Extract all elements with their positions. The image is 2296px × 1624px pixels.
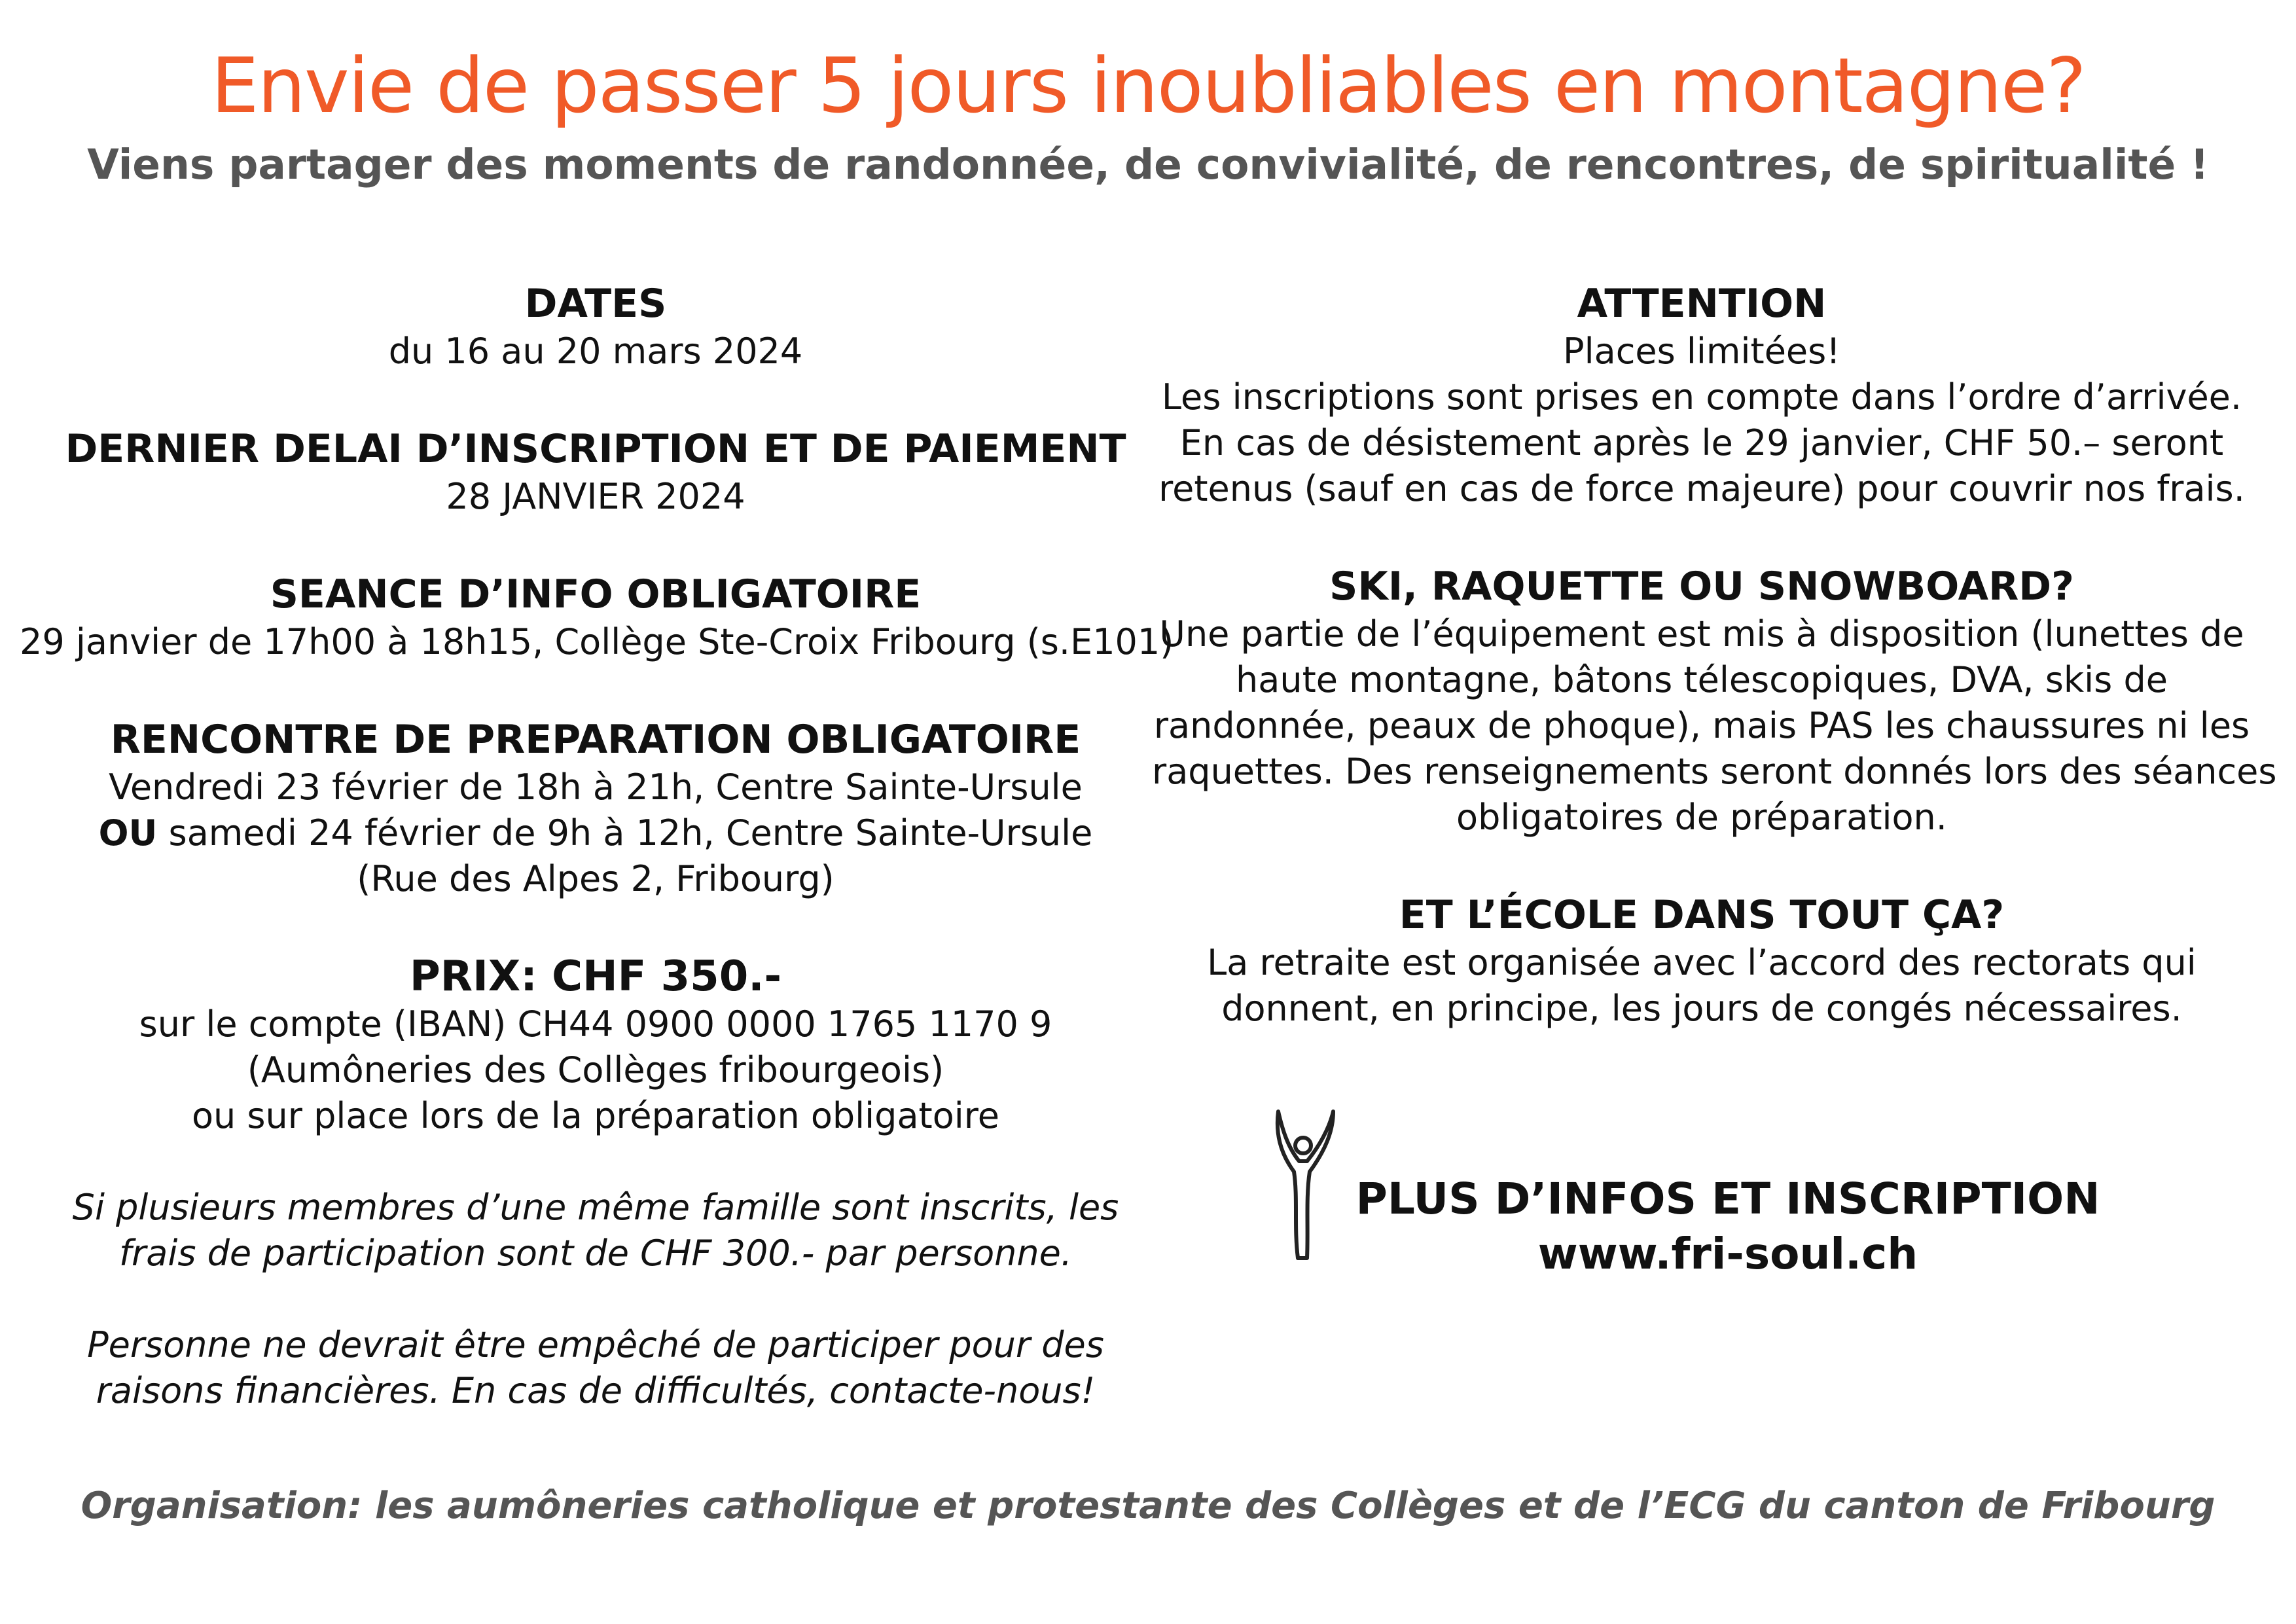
preparation-line-2: [20, 810, 1172, 856]
attention-line-2: Les inscriptions sont prises en compte dans l’ordre d’arrivée.: [1161, 376, 2242, 418]
dates-section: [20, 279, 1172, 374]
family-note-line-2: frais de participation sont de CHF 300.- par personne.: [119, 1233, 1072, 1274]
info-session-heading: SEANCE D’INFO OBLIGATOIRE: [270, 571, 922, 617]
price-line-3: ou sur place lors de la préparation obligatoire: [192, 1095, 999, 1136]
deadline-text: 28 JANVIER 2024: [446, 476, 745, 517]
financial-note-line-1: Personne ne devrait être empêché de participer pour des: [87, 1324, 1104, 1365]
page-title: Envie de passer 5 jours inoubliables en montagne?: [211, 42, 2085, 130]
price-section: [20, 952, 1172, 1139]
preparation-heading: RENCONTRE DE PREPARATION OBLIGATOIRE: [110, 717, 1081, 763]
attention-section: [1152, 279, 2251, 512]
equipment-line-5: obligatoires de préparation.: [1456, 797, 1947, 838]
attention-line-3: En cas de désistement après le 29 janvier, CHF 50.– seront: [1179, 422, 2224, 463]
equipment-heading: SKI, RAQUETTE OU SNOWBOARD?: [1329, 564, 2074, 609]
left-column: [20, 279, 1172, 1414]
right-column: [1152, 279, 2277, 1032]
website-link[interactable]: www.fri-soul.ch: [1537, 1229, 1918, 1279]
page-subtitle: Viens partager des moments de randonnée, de convivialité, de rencontres, de spiritualité !: [87, 141, 2209, 189]
preparation-line-3: (Rue des Alpes 2, Fribourg): [357, 858, 834, 899]
school-section: [1152, 890, 2251, 1032]
more-info-block: [1253, 1106, 2137, 1279]
attention-heading: ATTENTION: [1577, 281, 1827, 327]
preparation-line-2-rest: samedi 24 février de 9h à 12h, Centre Sainte-Ursule: [157, 812, 1093, 854]
attention-line-4: retenus (sauf en cas de force majeure) pour couvrir nos frais.: [1158, 468, 2245, 509]
deadline-heading: DERNIER DELAI D’INSCRIPTION ET DE PAIEMENT: [65, 426, 1126, 472]
financial-note: [20, 1322, 1172, 1414]
more-info-heading: PLUS D’INFOS ET INSCRIPTION: [1355, 1174, 2100, 1224]
deadline-section: [20, 424, 1172, 520]
organisation-footer: Organisation: les aumôneries catholique et protestante des Collèges et de l’ECG du canton de Fribourg: [81, 1485, 2215, 1527]
preparation-or: OU: [98, 812, 158, 854]
equipment-line-3: randonnée, peaux de phoque), mais PAS les chaussures ni les: [1153, 705, 2250, 746]
equipment-line-2: haute montagne, bâtons télescopiques, DVA, skis de: [1236, 659, 2168, 700]
price-line-1: sur le compte (IBAN) CH44 0900 0000 1765 1170 9: [139, 1003, 1052, 1045]
family-note: [20, 1185, 1172, 1276]
attention-line-1: Places limitées!: [1563, 331, 1840, 372]
dates-heading: DATES: [524, 281, 667, 327]
info-session-section: [20, 569, 1172, 665]
school-line-1: La retraite est organisée avec l’accord des rectorats qui: [1207, 942, 2197, 983]
price-line-2: (Aumôneries des Collèges fribourgeois): [247, 1049, 944, 1091]
price-heading: PRIX: CHF 350.-: [409, 952, 782, 1001]
info-session-text: 29 janvier de 17h00 à 18h15, Collège Ste-Croix Fribourg (s.E101): [20, 621, 1174, 662]
school-line-2: donnent, en principe, les jours de congés nécessaires.: [1221, 988, 2182, 1029]
equipment-line-1: Une partie de l’équipement est mis à disposition (lunettes de: [1159, 613, 2244, 655]
more-info-text: [1329, 1172, 2127, 1282]
preparation-line-1: Vendredi 23 février de 18h à 21h, Centre Sainte-Ursule: [109, 767, 1083, 808]
dates-text: du 16 au 20 mars 2024: [388, 331, 803, 372]
school-heading: ET L’ÉCOLE DANS TOUT ÇA?: [1399, 892, 2005, 938]
family-note-line-1: Si plusieurs membres d’une même famille sont inscrits, les: [72, 1187, 1119, 1228]
equipment-section: [1152, 562, 2277, 840]
financial-note-line-2: raisons financières. En cas de difficultés, contacte-nous!: [96, 1370, 1096, 1411]
equipment-line-4: raquettes. Des renseignements seront donnés lors des séances: [1152, 751, 2277, 792]
preparation-section: [20, 715, 1172, 902]
